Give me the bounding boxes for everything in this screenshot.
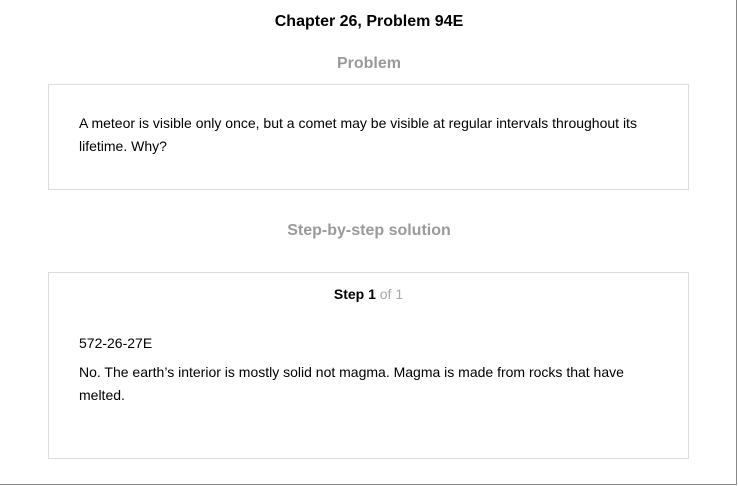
problem-heading: Problem: [336, 55, 401, 72]
page-title: Chapter 26, Problem 94E: [274, 13, 464, 30]
step-number: Step 1: [333, 286, 376, 302]
problem-text: A meteor is visible only once, but a comet may be visible at regular intervals throughout its lifetime. Why?: [79, 115, 637, 154]
step-code: 572-26-27E: [79, 335, 153, 351]
problem-card: [48, 84, 689, 190]
solution-card: [48, 272, 689, 459]
step-indicator: [49, 285, 688, 303]
step-total: of 1: [379, 286, 404, 302]
solution-heading: Step-by-step solution: [287, 222, 451, 239]
step-text: No. The earth’s interior is mostly solid not magma. Magma is made from rocks that have melted.: [79, 364, 624, 403]
